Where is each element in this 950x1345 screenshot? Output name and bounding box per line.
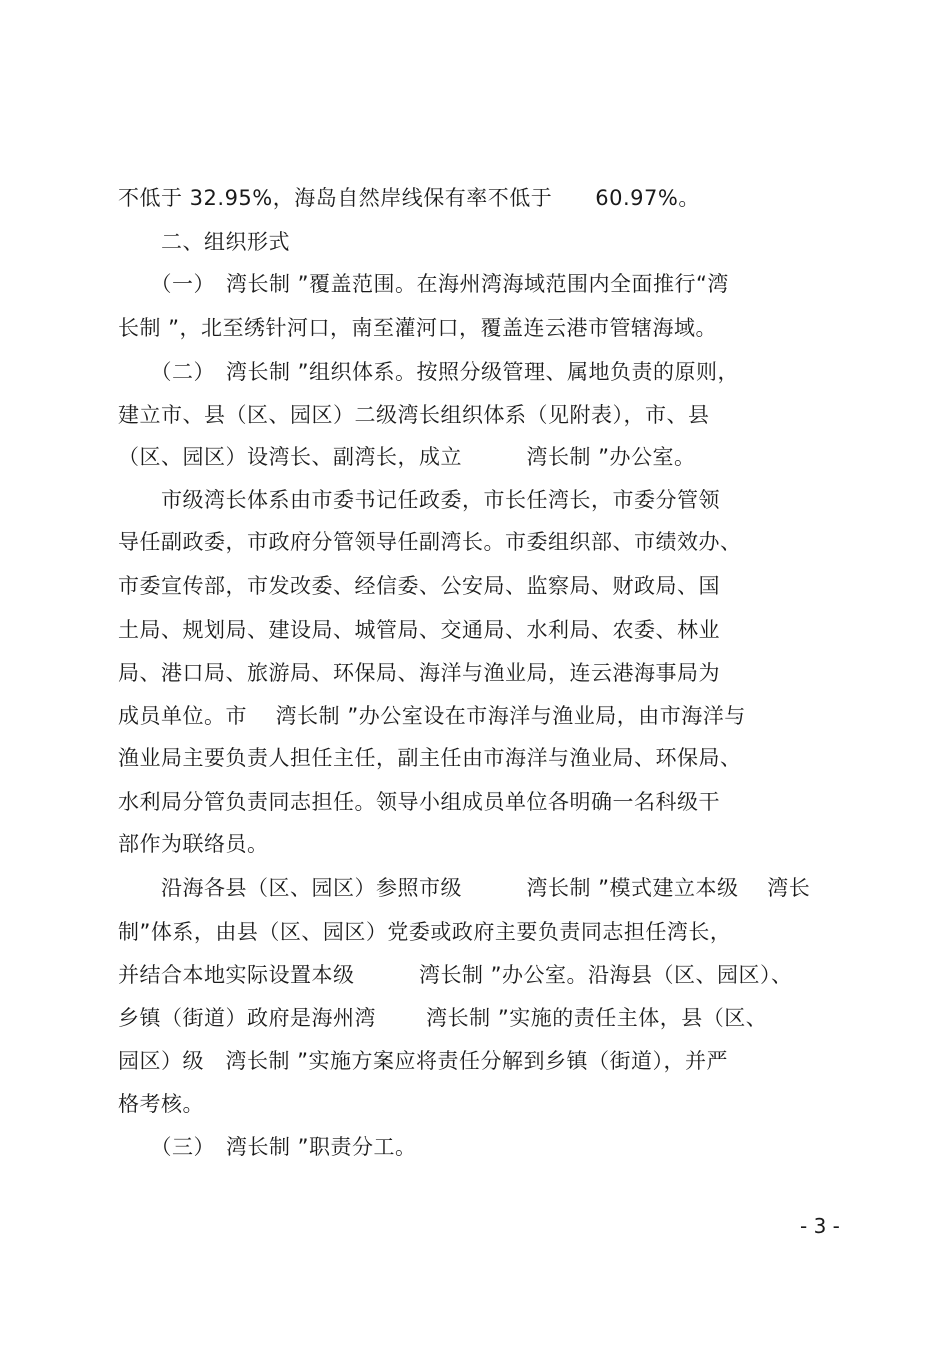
paragraph-line: 部作为联络员。 [118,832,269,856]
paragraph-line: 不低于 32.95%，海岛自然岸线保有率不低于 60.97%。 [118,186,700,210]
paragraph-line: 渔业局主要负责人担任主任，副主任由市海洋与渔业局、环保局、 [118,746,742,770]
paragraph-line: 市委宣传部，市发改委、经信委、公安局、监察局、财政局、国 [118,574,720,598]
paragraph-line: 园区）级 湾长制 ”实施方案应将责任分解到乡镇（街道），并严 [118,1049,729,1073]
paragraph-line: （一） 湾长制 ”覆盖范围。在海州湾海域范围内全面推行“湾 [118,272,729,296]
paragraph-line: 水利局分管负责同志担任。领导小组成员单位各明确一名科级干 [118,790,720,814]
page-number: - 3 - [800,1214,840,1238]
section-heading: 二、组织形式 [118,230,290,254]
paragraph-line: 成员单位。市 湾长制 ”办公室设在市海洋与渔业局，由市海洋与 [118,704,746,728]
paragraph-line: 制”体系，由县（区、园区）党委或政府主要负责同志担任湾长， [118,920,732,944]
paragraph-line: 乡镇（街道）政府是海州湾 湾长制 ”实施的责任主体，县（区、 [118,1006,768,1030]
paragraph-line: （二） 湾长制 ”组织体系。按照分级管理、属地负责的原则， [118,360,740,384]
paragraph-line: 建立市、县（区、园区）二级湾长组织体系（见附表），市、县 [118,403,710,427]
paragraph-line: 沿海各县（区、园区）参照市级 湾长制 ”模式建立本级 湾长 [118,876,811,900]
paragraph-line: 格考核。 [118,1092,204,1116]
paragraph-line: 市级湾长体系由市委书记任政委，市长任湾长，市委分管领 [118,488,720,512]
paragraph-line: 局、港口局、旅游局、环保局、海洋与渔业局，连云港海事局为 [118,661,720,685]
paragraph-line: 长制 ”，北至绣针河口，南至灌河口，覆盖连云港市管辖海域。 [118,316,718,340]
paragraph-line: （三） 湾长制 ”职责分工。 [118,1135,417,1159]
paragraph-line: 土局、规划局、建设局、城管局、交通局、水利局、农委、林业 [118,618,720,642]
paragraph-line: （区、园区）设湾长、副湾长，成立 湾长制 ”办公室。 [118,445,696,469]
paragraph-line: 导任副政委，市政府分管领导任副湾长。市委组织部、市绩效办、 [118,530,742,554]
paragraph-line: 并结合本地实际设置本级 湾长制 ”办公室。沿海县（区、园区）、 [118,963,793,987]
